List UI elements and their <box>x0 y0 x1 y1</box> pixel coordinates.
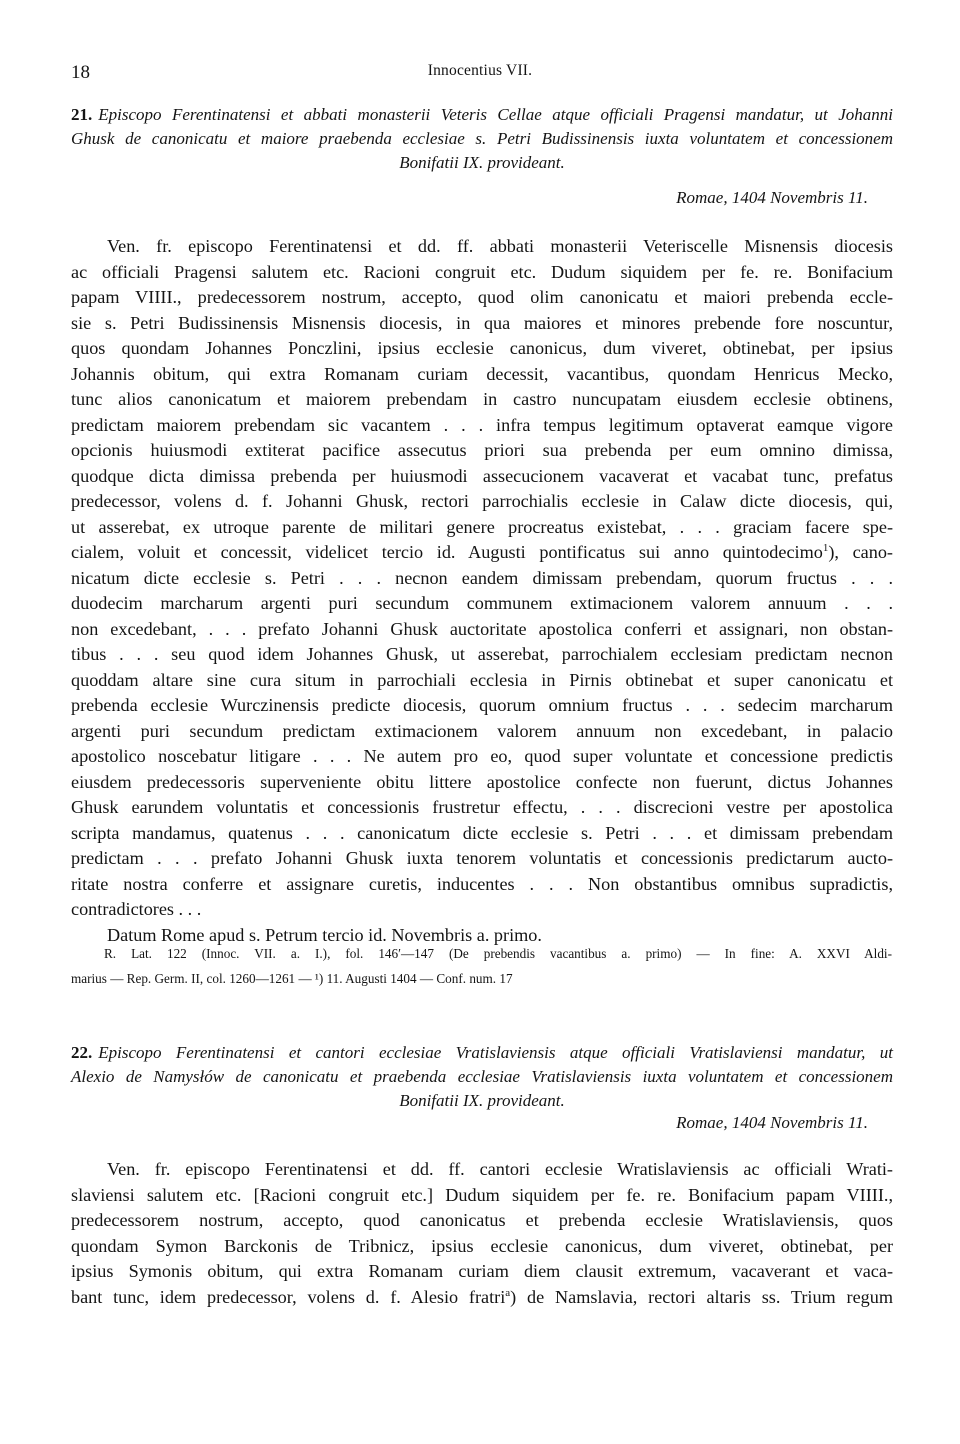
body-line: tibus . . . seu quod idem Johannes Ghusk, ut asserebat, parrochialem ecclesiam predictam necnon <box>71 644 893 664</box>
title-line: Bonifatii IX. provideant. <box>399 153 565 172</box>
body-line: ipsius Symonis obitum, qui extra Romanam curiam diem clausit extremum, vacaverant et vaca- <box>71 1261 893 1281</box>
body-line-text: cialem, voluit et concessit, videlicet tercio id. Augusti pontificatus sui anno quintodecimo <box>71 542 823 562</box>
entry-21-title <box>71 103 893 175</box>
entry-22-title <box>71 1041 893 1113</box>
entry-number: 22. <box>71 1043 93 1062</box>
body-line: predictam maiorem prebendam sic vacantem . . . infra tempus legitimum optaverat eamque vigore <box>71 414 893 435</box>
body-line: contradictores . . . <box>71 899 202 919</box>
body-line: Johannis obitum, qui extra Romanam curiam decessit, vacantibus, quondam Henricus Mecko, <box>71 363 893 384</box>
body-line: Ven. fr. episcopo Ferentinatensi et dd. ff. abbati monasterii Veteriscelle Misnensis diocesis <box>107 236 893 256</box>
entry-21-notes <box>71 941 892 991</box>
body-line: quondam Symon Barckonis de Tribnicz, ipsius ecclesie canonicus, dum viveret, obtinebat, per <box>71 1235 893 1256</box>
body-line: ut asserebat, ex utroque parente de militari genere procreatus existebat, . . . graciam facere spe- <box>71 516 893 537</box>
body-line: slaviensi salutem etc. [Racioni congruit etc.] Dudum siquidem per fe. re. Bonifacium papam VIIII., <box>71 1184 893 1205</box>
body-line: apostolico noscebatur litigare . . . Ne autem pro eo, quod super voluntate et concessione predictis <box>71 746 893 766</box>
entry-22-body <box>71 1157 893 1310</box>
page-number: 18 <box>71 62 90 83</box>
body-line: quos quondam Johannes Ponczlini, ipsius ecclesie canonicus, dum viveret, obtinebat, per ipsius <box>71 338 893 358</box>
body-line: argenti puri secundum predictam extimacionem valorem annuum non excedebant, in palacio <box>71 720 893 741</box>
body-line: tunc alios canonicatum et maiorem prebendam in castro nuncupatam eiusdem ecclesie obtinens, <box>71 389 893 409</box>
body-line <box>71 1285 893 1311</box>
body-line: opcionis huiusmodi extiterat pacifice assecutus priori sua prebenda per eum omnino dimissa, <box>71 440 893 460</box>
body-line: predictam . . . prefato Johanni Ghusk iuxta tenorem voluntatis et concessionis predictarum aucto- <box>71 848 893 868</box>
note-line: marius — Rep. Germ. II, col. 1260—1261 — ¹) 11. Augusti 1404 — Conf. num. 17 <box>71 971 513 986</box>
title-line: Episcopo Ferentinatensi et abbati monasterii Veteris Cellae atque officiali Pragensi mandatur, ut Johanni <box>98 105 893 124</box>
running-title: Innocentius VII. <box>427 62 533 79</box>
body-line: papam VIIII., predecessorem nostrum, accepto, quod olim canonicatu et maiori prebenda eccle- <box>71 287 893 307</box>
footnote-ref: 1 <box>822 541 829 554</box>
body-line: nicatum dicte ecclesie s. Petri . . . necnon eandem dimissam prebendam, quorum fructus . . . <box>71 567 893 588</box>
entry-21-date: Romae, 1404 Novembris 11. <box>676 188 868 207</box>
body-line: quodque dicta dimissa prebenda per huiusmodi assecucionem vacaverat et vacabat tunc, prefatus <box>71 465 893 486</box>
body-line <box>71 540 893 566</box>
body-line: ritate nostra conferre et assignare curetis, inducentes . . . Non obstantibus omnibus supradictis, <box>71 873 893 894</box>
body-line: non excedebant, . . . prefato Johanni Ghusk auctoritate apostolica conferri et assignari, non obstan- <box>71 618 893 639</box>
body-line: predecessorem nostrum, accepto, quod canonicatus et prebenda ecclesie Wratislaviensis, quos <box>71 1210 893 1230</box>
note-line: R. Lat. 122 (Innoc. VII. a. I.), fol. 146′—147 (De prebendis vacantibus a. primo) — In fine: A. XXVI Aldi- <box>104 946 892 961</box>
entry-number: 21. <box>71 105 93 124</box>
body-line: duodecim marcharum argenti puri secundum communem extimacionem valorem annuum . . . <box>71 593 893 613</box>
body-line: eiusdem predecessoris superveniente obitu littere apostolice confecte non fuerunt, dictus Johannes <box>71 771 893 792</box>
title-line: Episcopo Ferentinatensi et cantori ecclesiae Vratislaviensis atque officiali Vratislaviensi mandatur, ut <box>98 1043 893 1062</box>
entry-21-body <box>71 234 893 948</box>
body-line: quoddam altare sine cura situm in parrochiali ecclesia in Pirnis obtinebat et super canonicatu et <box>71 669 893 690</box>
body-line-text: ) de Namslavia, rectori altaris ss. Trium regum <box>510 1286 893 1307</box>
title-line: Bonifatii IX. provideant. <box>399 1091 565 1110</box>
body-line: scripta mandamus, quatenus . . . canonicatum dicte ecclesie s. Petri . . . et dimissam prebendam <box>71 822 893 843</box>
body-line: prebenda ecclesie Wurczinensis predicte diocesis, quorum omnium fructus . . . sedecim marcharum <box>71 695 893 715</box>
datum-line: Datum Rome apud s. Petrum tercio id. Novembris a. primo. <box>107 924 542 945</box>
body-line: Ven. fr. episcopo Ferentinatensi et dd. ff. cantori ecclesie Wratislaviensis ac officiali Wrati- <box>107 1159 893 1179</box>
title-line: Ghusk de canonicatu et maiore praebenda ecclesiae s. Petri Budissinensis iuxta voluntatem et concessionem <box>71 129 893 148</box>
body-line-text: ), cano- <box>828 542 893 562</box>
entry-22-date: Romae, 1404 Novembris 11. <box>676 1113 868 1132</box>
body-line-text: bant tunc, idem predecessor, volens d. f. Alesio fratri <box>71 1286 506 1307</box>
body-line: sie s. Petri Budissinensis Misnensis diocesis, in qua maiores et minores prebende fore noscuntur, <box>71 312 893 333</box>
body-line: predecessor, volens d. f. Johanni Ghusk, rectori parrochialis ecclesie in Calaw dicte diocesis, qui, <box>71 491 893 511</box>
footnote-ref: a <box>505 1286 511 1299</box>
body-line: Ghusk earundem voluntatis et concessionis frustretur effectu, . . . discrecioni vestre per apostolica <box>71 797 893 817</box>
body-line: ac officiali Pragensi salutem etc. Racioni congruit etc. Dudum siquidem per fe. re. Bonifacium <box>71 261 893 282</box>
title-line: Alexio de Namysłów de canonicatu et praebenda ecclesiae Vratislaviensis iuxta voluntatem et concessionem <box>71 1067 893 1086</box>
